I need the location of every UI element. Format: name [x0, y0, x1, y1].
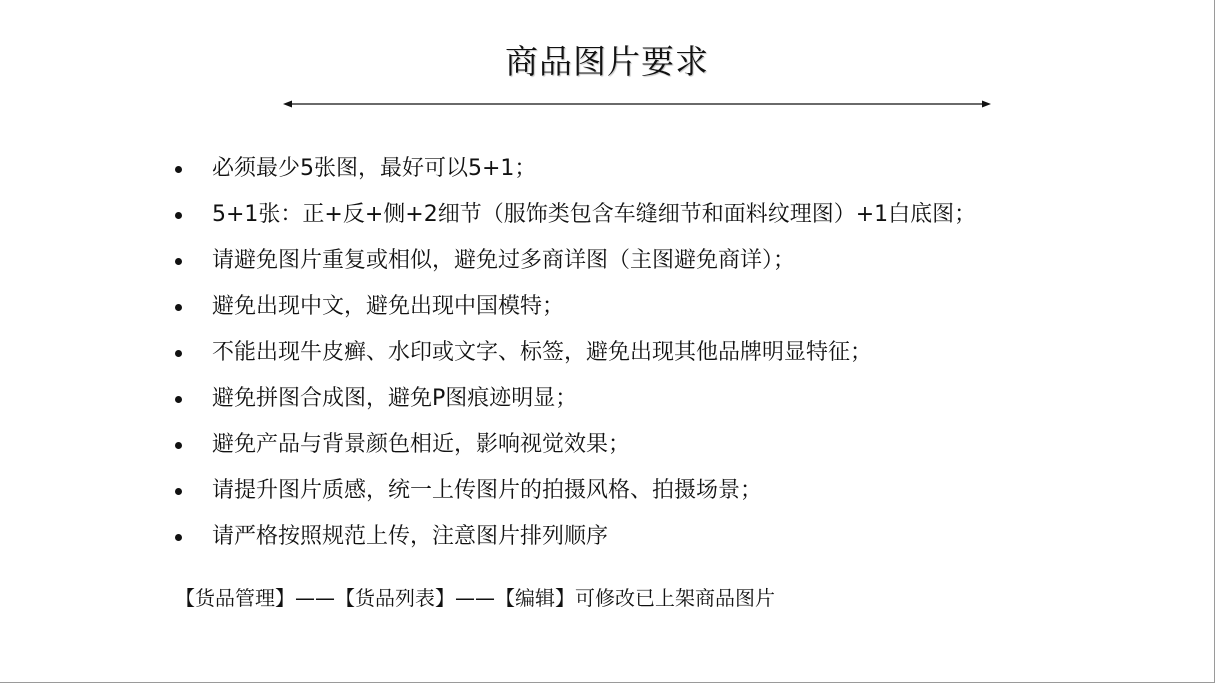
bullet-dot-icon: [175, 258, 182, 265]
bullet-dot-icon: [175, 304, 182, 311]
bullet-dot-icon: [175, 396, 182, 403]
requirement-text: 避免产品与背景颜色相近，影响视觉效果；: [212, 432, 631, 457]
bullet-dot-icon: [175, 212, 182, 219]
bullet-dot-icon: [175, 166, 182, 173]
requirement-text: 5+1张：正+反+侧+2细节（服饰类包含车缝细节和面料纹理图）+1白底图；: [212, 202, 977, 227]
bullet-dot-icon: [175, 442, 182, 449]
requirement-text: 请严格按照规范上传，注意图片排列顺序: [212, 524, 609, 549]
bullet-dot-icon: [175, 534, 182, 541]
footer-note: 【货品管理】——【货品列表】——【编辑】可修改已上架商品图片: [175, 586, 775, 610]
requirement-text: 请提升图片质感，统一上传图片的拍摄风格、拍摄场景；: [212, 478, 763, 503]
page-title: 商品图片要求: [505, 42, 709, 81]
double-arrow-icon: [283, 97, 991, 111]
requirement-text: 避免拼图合成图，避免P图痕迹明显；: [212, 386, 578, 411]
bullet-dot-icon: [175, 488, 182, 495]
requirement-text: 必须最少5张图，最好可以5+1；: [212, 156, 537, 181]
requirement-text: 不能出现牛皮癣、水印或文字、标签，避免出现其他品牌明显特征；: [212, 340, 873, 365]
requirement-text: 避免出现中文，避免出现中国模特；: [212, 294, 565, 319]
requirement-text: 请避免图片重复或相似，避免过多商详图（主图避免商详）；: [212, 248, 796, 273]
bullet-dot-icon: [175, 350, 182, 357]
